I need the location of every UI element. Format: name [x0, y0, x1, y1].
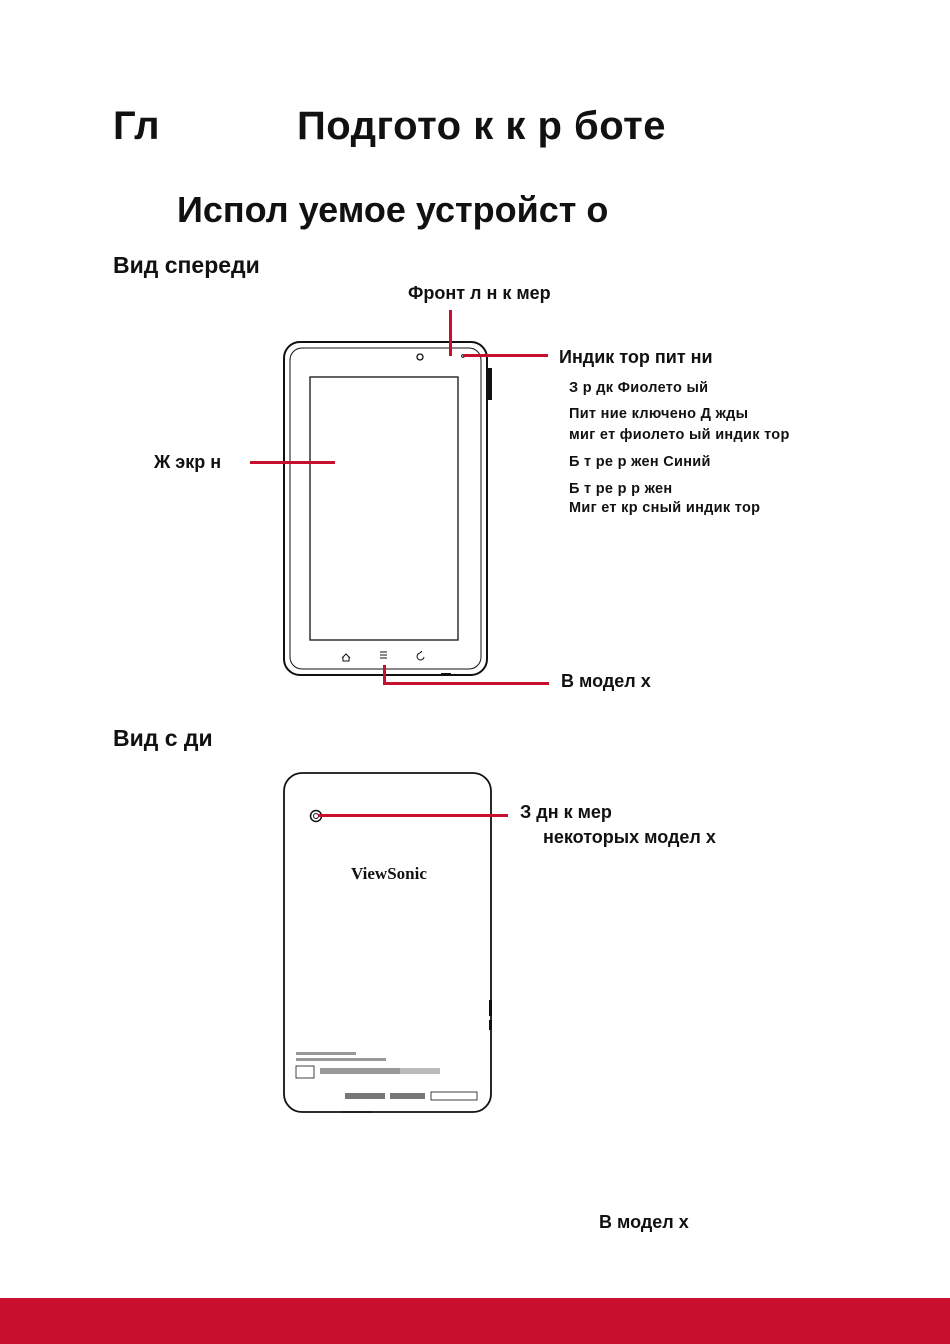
front-view-heading: Вид спереди: [113, 252, 260, 278]
front-camera-label: Фронт л н к мер: [408, 283, 551, 303]
section-title: Испол уемое устройст о: [177, 189, 609, 230]
power-on-line: Пит ние ключено Д жды: [569, 406, 749, 422]
front-device-drawing: [284, 342, 492, 676]
front-models-note: В модел х: [561, 671, 651, 691]
chapter-title: Подгото к к р боте: [297, 104, 667, 148]
battery-charged-line: Б т ре р жен Синий: [569, 454, 711, 470]
screen-label: Ж экр н: [154, 452, 222, 472]
charging-status-line: З р дк Фиолето ый: [569, 380, 709, 396]
rear-camera-label-2: некоторых модел х: [543, 827, 716, 847]
battery-low-line: Б т ре р р жен: [569, 481, 673, 497]
power-indicator-leader-line: [463, 354, 548, 357]
brand-logo: ViewSonic: [351, 864, 427, 883]
screen-leader-line: [250, 461, 335, 464]
chapter-label: Гл: [113, 104, 161, 148]
back-models-note: В модел х: [599, 1212, 689, 1232]
power-on-line-2: миг ет фиолето ый индик тор: [569, 427, 790, 443]
models-leader-horizontal: [383, 682, 549, 685]
front-camera-leader-line: [449, 310, 452, 356]
rear-camera-leader-line: [318, 814, 508, 817]
back-device-drawing: [284, 773, 492, 1112]
power-indicator-label: Индик тор пит ни: [559, 347, 713, 367]
back-view-heading: Вид с ди: [113, 725, 213, 751]
rear-camera-label: З дн к мер: [520, 802, 612, 822]
footer-bar: [0, 1298, 950, 1344]
battery-low-line-2: Миг ет кр сный индик тор: [569, 500, 761, 516]
